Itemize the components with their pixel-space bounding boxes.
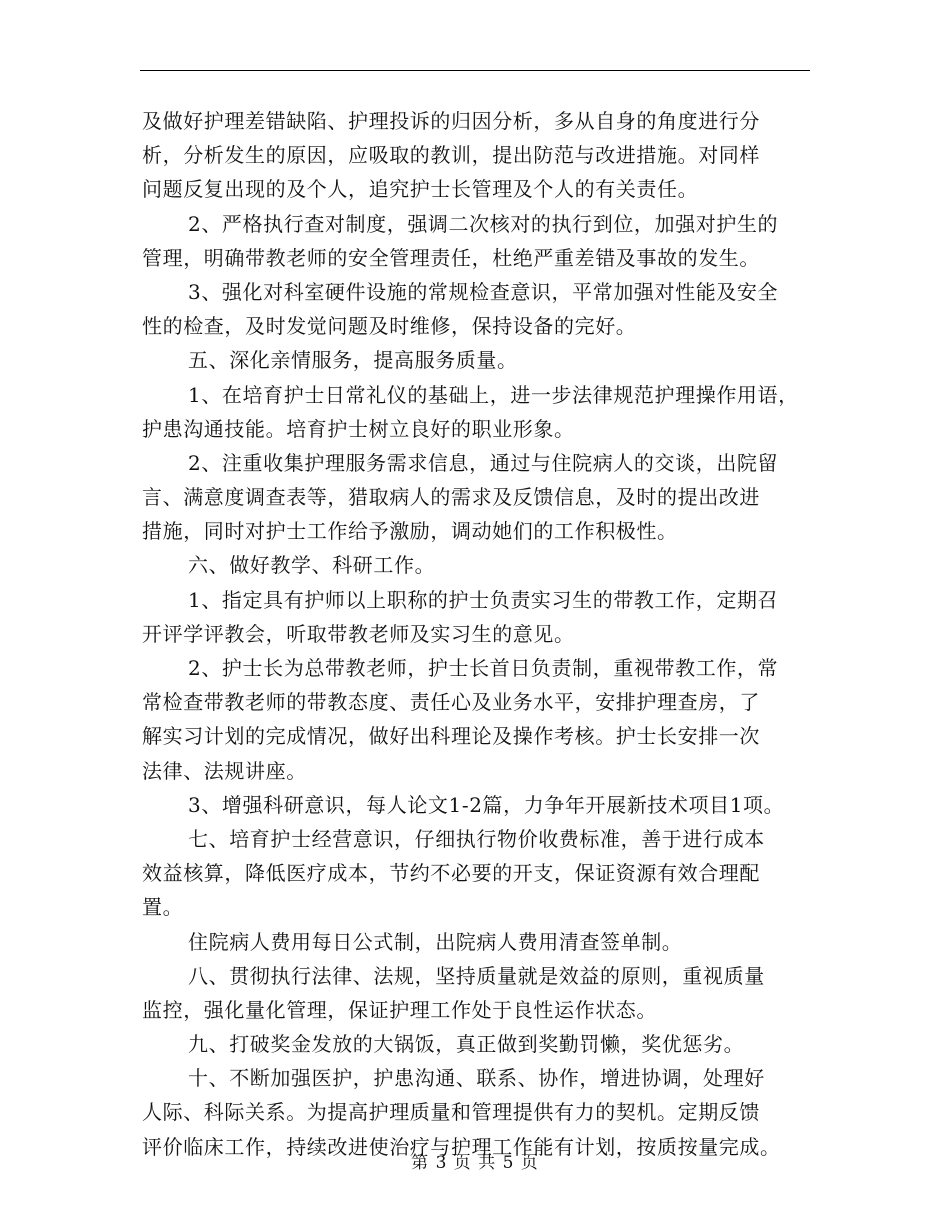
- section-heading: 十、不断加强医护，护患沟通、联系、协作，增进协调，处理好: [188, 1066, 765, 1091]
- body-text: [142, 104, 814, 1164]
- text-line: 析，分析发生的原因，应吸取的教训，提出防范与改进措施。对同样: [142, 143, 760, 168]
- paragraph-start: 2、护士长为总带教老师，护士长首日负责制，重视带教工作，常: [188, 656, 779, 680]
- text-line: 问题反复出现的及个人，追究护士长管理及个人的有关责任。: [142, 177, 699, 202]
- text-line: 评价临床工作，持续改进使治疗与护理工作能有计划，按质按量完成。: [142, 1134, 781, 1159]
- paragraph-start: 2、注重收集护理服务需求信息，通过与住院病人的交谈，出院留: [188, 450, 779, 475]
- header-rule: [140, 70, 810, 71]
- paragraph-start: 住院病人费用每日公式制，出院病人费用清查签单制。: [188, 929, 683, 954]
- text-line: 解实习计划的完成情况，做好出科理论及操作考核。护士长安排一次: [142, 724, 760, 749]
- paragraph-start: 1、在培育护士日常礼仪的基础上，进一步法律规范护理操作用语，: [188, 382, 799, 407]
- text-line: 及做好护理差错缺陷、护理投诉的归因分析，多从自身的角度进行分: [142, 109, 760, 133]
- section-heading: 六、做好教学、科研工作。: [188, 553, 436, 578]
- paragraph-start: 1、指定具有护师以上职称的护士负责实习生的带教工作，定期召: [188, 587, 779, 612]
- text-line: 开评学评教会，听取带教老师及实习生的意见。: [142, 621, 575, 646]
- section-heading: 五、深化亲情服务，提高服务质量。: [188, 348, 518, 373]
- text-line: 管理，明确带教老师的安全管理责任，杜绝严重差错及事故的发生。: [142, 245, 760, 270]
- section-heading: 七、培育护士经营意识，仔细执行物价收费标准，善于进行成本: [188, 826, 765, 851]
- text-line: 置。: [142, 895, 184, 920]
- page-number: 第 3 页 共 5 页: [411, 1153, 539, 1173]
- paragraph-start: 3、增强科研意识，每人论文1-2篇，力争年开展新技术项目1项。: [188, 792, 785, 817]
- text-line: 性的检查，及时发觉问题及时维修，保持设备的完好。: [142, 314, 637, 339]
- text-line: 常检查带教老师的带教态度、责任心及业务水平，安排护理查房，了: [142, 690, 760, 715]
- text-line: 人际、科际关系。为提高护理质量和管理提供有力的契机。定期反馈: [142, 1100, 760, 1125]
- text-line: 措施，同时对护士工作给予激励，调动她们的工作积极性。: [142, 519, 678, 544]
- paragraph-start: 2、严格执行查对制度，强调二次核对的执行到位，加强对护生的: [188, 211, 779, 236]
- section-heading: 九、打破奖金发放的大锅饭，真正做到奖勤罚懒，奖优惩劣。: [188, 1032, 745, 1057]
- section-heading: 八、贯彻执行法律、法规，坚持质量就是效益的原则，重视质量: [188, 963, 765, 988]
- paragraph-start: 3、强化对科室硬件设施的常规检查意识，平常加强对性能及安全: [188, 279, 779, 304]
- text-line: 言、满意度调查表等，猎取病人的需求及反馈信息，及时的提出改进: [142, 485, 760, 510]
- text-line: 护患沟通技能。培育护士树立良好的职业形象。: [142, 416, 575, 441]
- text-line: 监控，强化量化管理，保证护理工作处于良性运作状态。: [142, 997, 657, 1022]
- text-line: 法律、法规讲座。: [142, 758, 307, 783]
- text-line: 效益核算，降低医疗成本，节约不必要的开支，保证资源有效合理配: [142, 861, 760, 886]
